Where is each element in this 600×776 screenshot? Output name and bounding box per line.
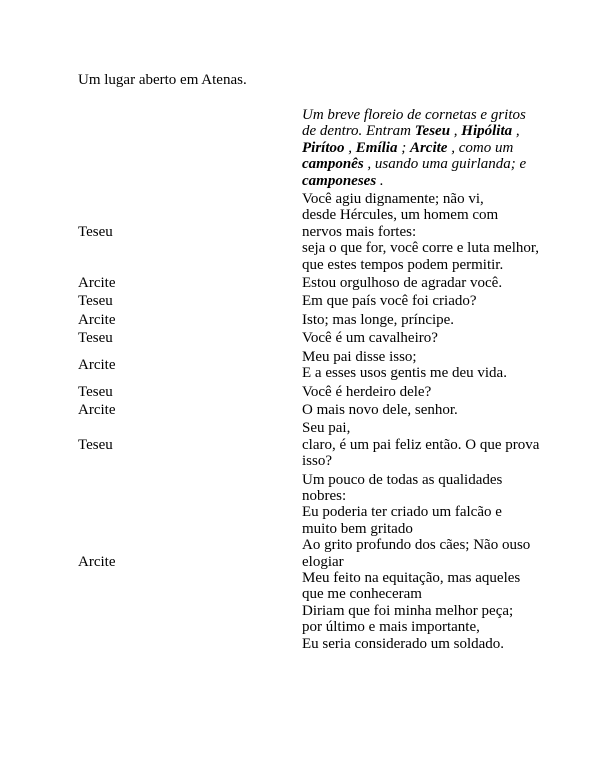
speech-line: Um pouco de todas as qualidades nobres: [302, 471, 503, 504]
stage-text: Um breve floreio de cornetas e gritos de dentro. Entram [302, 107, 526, 140]
speech-line: Diriam que foi minha melhor peça; [302, 602, 514, 619]
speech-text [300, 292, 542, 310]
speaker-name: Arcite [78, 401, 116, 418]
dialogue-row [76, 292, 542, 310]
speech-line: claro, é um pai feliz então. O que prova isso? [302, 436, 540, 470]
speech-line: Você é um cavalheiro? [302, 330, 438, 347]
dialogue-row [76, 471, 542, 653]
speaker-name: Teseu [78, 223, 113, 240]
dialogue-row [76, 348, 542, 383]
speaker-name: Arcite [78, 275, 116, 292]
speech-line: Eu seria considerado um soldado. [302, 635, 505, 652]
speech-text [300, 471, 542, 653]
speech-text [300, 348, 542, 383]
speech-text [300, 329, 542, 347]
stage-text: ; [397, 139, 410, 156]
speech-text [300, 401, 542, 419]
speech-line: Meu feito na equitação, mas aqueles que me conheceram [302, 569, 521, 603]
scene-heading: Um lugar aberto em Atenas. [78, 72, 247, 88]
speech-line: por último e mais importante, [302, 619, 480, 636]
speech-line: que estes tempos podem permitir. [302, 256, 504, 273]
speech-line: Seu pai, [302, 420, 351, 437]
stage-character-name: Teseu [414, 123, 451, 140]
stage-text: . [376, 172, 384, 189]
speech-line: Estou orgulhoso de agradar você. [302, 275, 503, 292]
dialogue-row [76, 419, 542, 470]
stage-text: , como um [447, 139, 514, 156]
dialogue-row [76, 401, 542, 419]
speaker-name: Teseu [78, 436, 113, 453]
stage-direction [300, 106, 542, 190]
dialogue-row [76, 311, 542, 329]
speaker-name: Arcite [78, 553, 116, 570]
stage-character-name: camponês [302, 156, 364, 173]
speaker-name: Teseu [78, 293, 113, 310]
stage-text: , [450, 123, 462, 140]
speech-line: Você é herdeiro dele? [302, 383, 432, 400]
speech-line: Isto; mas longe, príncipe. [302, 311, 455, 328]
speaker-name: Arcite [78, 311, 116, 328]
speech-line: desde Hércules, um homem com nervos mais fortes: [302, 207, 499, 240]
speaker-name: Arcite [78, 356, 116, 373]
speech-text [300, 311, 542, 329]
speaker-name: Teseu [78, 330, 113, 347]
stage-text: , [344, 139, 356, 156]
speech-line: seja o que for, você corre e luta melhor, [302, 240, 540, 257]
speaker-name: Teseu [78, 383, 113, 400]
speech-text [300, 419, 542, 470]
stage-text: , usando uma guirlanda; e [363, 156, 527, 173]
speech-line: O mais novo dele, senhor. [302, 401, 458, 418]
speech-line: Em que país você foi criado? [302, 293, 477, 310]
stage-character-name: camponeses [302, 172, 377, 189]
speech-text [300, 190, 542, 274]
speech-line: Ao grito profundo dos cães; Não ouso elogiar [302, 537, 531, 570]
dialogue-table [76, 106, 542, 653]
stage-character-name: Hipólita [461, 123, 513, 140]
stage-direction-row [76, 106, 542, 190]
stage-character-name: Emília [355, 139, 398, 156]
stage-character-name: Arcite [409, 139, 448, 156]
speech-text [300, 383, 542, 401]
speech-text [300, 274, 542, 292]
dialogue-row [76, 383, 542, 401]
speech-line: Eu poderia ter criado um falcão e muito bem gritado [302, 504, 502, 537]
stage-character-name: Pirítoo [302, 139, 345, 156]
dialogue-row [76, 329, 542, 347]
dialogue-row [76, 274, 542, 292]
speech-line: Você agiu dignamente; não vi, [302, 191, 484, 208]
dialogue-row [76, 190, 542, 274]
stage-text: , [512, 123, 520, 140]
speech-line: Meu pai disse isso; [302, 348, 417, 365]
speech-line: E a esses usos gentis me deu vida. [302, 365, 507, 382]
